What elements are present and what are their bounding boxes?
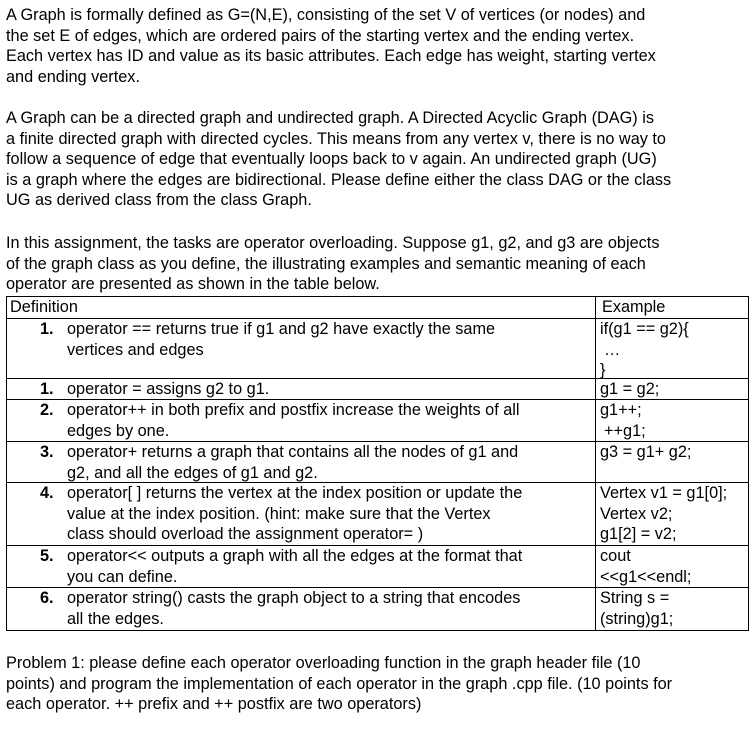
definition-text: operator[ ] returns the vertex at the index position or update the xyxy=(67,484,523,502)
definition-text: you can define. xyxy=(67,567,178,586)
intro-paragraph xyxy=(6,5,751,87)
definition-text: g2, and all the edges of g1 and g2. xyxy=(67,463,318,482)
row-number: 6. xyxy=(40,589,54,607)
example-text: if(g1 == g2){ xyxy=(600,320,689,338)
example-text: Vertex v2; xyxy=(600,504,673,523)
graph-types-line: a finite directed graph with directed cycles. This means from any vertex v, there is no way to xyxy=(6,129,666,148)
intro-line: Each vertex has ID and value as its basic attributes. Each edge has weight, starting vertex xyxy=(6,47,656,65)
assignment-line: In this assignment, the tasks are operator overloading. Suppose g1, g2, and g3 are objects xyxy=(6,234,660,252)
definition-text: operator+ returns a graph that contains all the nodes of g1 and xyxy=(67,443,519,461)
intro-line: the set E of edges, which are ordered pairs of the starting vertex and the ending vertex. xyxy=(6,26,635,45)
assignment-paragraph xyxy=(6,233,751,295)
definition-text: operator string() casts the graph object to a string that encodes xyxy=(67,589,521,607)
table-header-example: Example xyxy=(602,298,666,316)
row-number: 1. xyxy=(40,320,54,338)
problem-paragraph xyxy=(6,653,751,715)
problem-line: points) and program the implementation of each operator in the graph .cpp file. (10 points for xyxy=(6,674,673,693)
graph-types-line: UG as derived class from the class Graph. xyxy=(6,191,312,209)
example-text: g1++; xyxy=(600,401,642,419)
example-text: cout xyxy=(600,547,631,565)
row-number: 4. xyxy=(40,484,54,502)
example-text: … xyxy=(604,340,621,359)
example-text: g1 = g2; xyxy=(600,380,660,398)
row-number: 1. xyxy=(40,380,54,398)
definition-text: class should overload the assignment operator= ) xyxy=(67,525,424,543)
example-text: } xyxy=(600,361,606,379)
graph-types-line: is a graph where the edges are bidirectional. Please define either the class DAG or the class xyxy=(6,170,672,189)
example-text: g1[2] = v2; xyxy=(600,525,677,543)
definition-text: value at the index position. (hint: make sure that the Vertex xyxy=(67,504,491,523)
row-number: 2. xyxy=(40,401,54,419)
definition-text: operator<< outputs a graph with all the edges at the format that xyxy=(67,547,523,565)
example-text: (string)g1; xyxy=(600,609,674,628)
graph-types-line: follow a sequence of edge that eventually loops back to v again. An undirected graph (UG) xyxy=(6,150,657,168)
graph-types-line: A Graph can be a directed graph and undirected graph. A Directed Acyclic Graph (DAG) is xyxy=(6,109,654,127)
definition-text: operator++ in both prefix and postfix increase the weights of all xyxy=(67,401,520,419)
assignment-line: operator are presented as shown in the table below. xyxy=(6,275,380,293)
graph-types-paragraph xyxy=(6,108,751,211)
definition-text: vertices and edges xyxy=(67,340,204,359)
intro-line: and ending vertex. xyxy=(6,67,140,86)
problem-line: each operator. ++ prefix and ++ postfix are two operators) xyxy=(6,695,422,713)
example-text: <<g1<<endl; xyxy=(600,567,692,586)
definition-text: operator = assigns g2 to g1. xyxy=(67,380,270,398)
definition-text: all the edges. xyxy=(67,609,164,628)
problem-line: Problem 1: please define each operator overloading function in the graph header file (10 xyxy=(6,654,641,672)
example-text: ++g1; xyxy=(604,421,646,440)
definition-text: edges by one. xyxy=(67,421,170,440)
table-header-definition: Definition xyxy=(10,298,78,316)
example-text: g3 = g1+ g2; xyxy=(600,443,692,461)
row-number: 5. xyxy=(40,547,54,565)
example-text: Vertex v1 = g1[0]; xyxy=(600,484,728,502)
definition-text: operator == returns true if g1 and g2 have exactly the same xyxy=(67,320,496,338)
intro-line: A Graph is formally defined as G=(N,E), consisting of the set V of vertices (or nodes) and xyxy=(6,6,646,24)
assignment-line: of the graph class as you define, the illustrating examples and semantic meaning of each xyxy=(6,254,646,273)
example-text: String s = xyxy=(600,589,670,607)
row-number: 3. xyxy=(40,443,54,461)
